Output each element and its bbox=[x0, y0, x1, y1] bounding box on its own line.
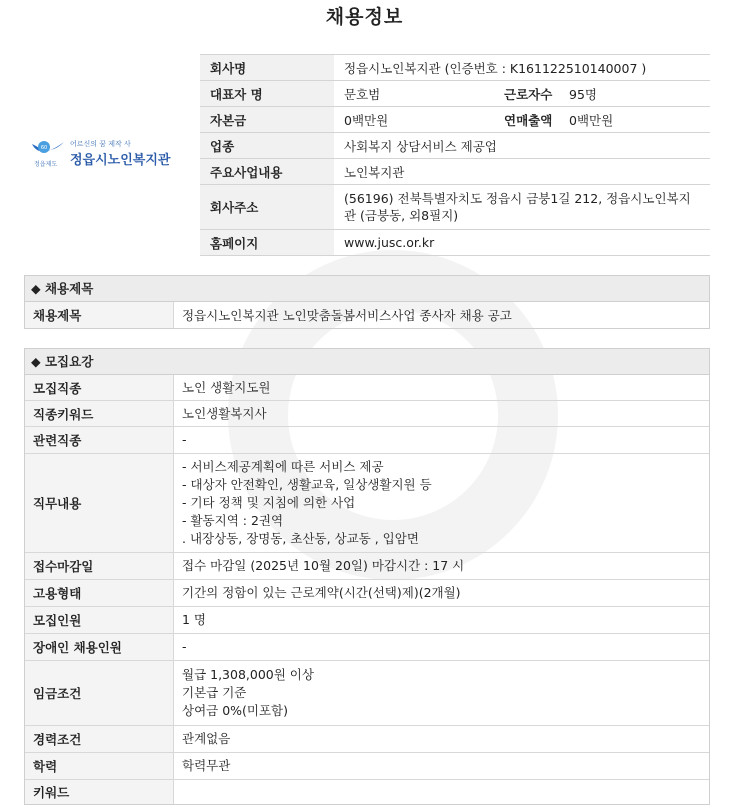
disabled-headcount-line: - bbox=[182, 639, 187, 654]
deadline-value bbox=[174, 553, 710, 580]
homepage-link[interactable]: www.jusc.or.kr bbox=[334, 230, 710, 256]
headcount-label: 모집인원 bbox=[25, 607, 174, 634]
job-duties-line: . 내장상동, 장명동, 초산동, 상교동 , 입암면 bbox=[182, 531, 419, 546]
disabled-headcount-row bbox=[25, 634, 709, 661]
related-job-line: - bbox=[182, 432, 187, 447]
ceo-value: 문호범 bbox=[334, 81, 494, 107]
logo-slogan: 어르신의 꿈 제작 사 bbox=[70, 140, 131, 148]
business-value: 노인복지관 bbox=[334, 159, 710, 185]
experience-row bbox=[25, 726, 709, 753]
salary-value bbox=[174, 661, 710, 726]
workers-value: 95명 bbox=[559, 81, 710, 107]
svg-text:60: 60 bbox=[40, 145, 48, 151]
employment-type-line: 기간의 정함이 있는 근로계약(시간(선택)제)(2개월) bbox=[182, 585, 461, 600]
capital-row bbox=[200, 107, 710, 133]
employment-type-row bbox=[25, 580, 709, 607]
experience-line: 관계없음 bbox=[182, 731, 231, 746]
job-duties-row bbox=[25, 454, 709, 553]
company-name-row bbox=[200, 55, 710, 81]
headcount-line: 1 명 bbox=[182, 612, 207, 627]
salary-line: 상여금 0%(미포함) bbox=[182, 703, 289, 718]
ceo-label: 대표자 명 bbox=[200, 81, 334, 107]
homepage-label: 홈페이지 bbox=[200, 230, 334, 256]
company-info-table bbox=[200, 54, 710, 256]
education-line: 학력무관 bbox=[182, 758, 231, 773]
education-value bbox=[174, 753, 710, 780]
ceo-row bbox=[200, 81, 710, 107]
address-label: 회사주소 bbox=[200, 185, 334, 230]
deadline-row bbox=[25, 553, 709, 580]
job-category-label: 모집직종 bbox=[25, 375, 174, 401]
salary-line: 월급 1,308,000원 이상 bbox=[182, 667, 314, 682]
company-logo bbox=[30, 138, 180, 178]
keywords-value bbox=[174, 780, 710, 805]
job-category-value bbox=[174, 375, 710, 401]
job-duties-line: - 활동지역 : 2권역 bbox=[182, 513, 284, 528]
page-title: 채용정보 bbox=[325, 6, 404, 28]
job-category-row bbox=[25, 375, 709, 401]
job-title-value: 정읍시노인복지관 노인맞춤돌봄서비스사업 종사자 채용 공고 bbox=[182, 308, 512, 323]
related-job-row bbox=[25, 427, 709, 454]
related-job-label: 관련직종 bbox=[25, 427, 174, 454]
job-title-section-header: ◆ 채용제목 bbox=[25, 276, 709, 302]
recruit-table bbox=[25, 375, 709, 804]
company-name-label: 회사명 bbox=[200, 55, 334, 81]
job-title-row bbox=[25, 302, 709, 328]
employment-type-value bbox=[174, 580, 710, 607]
job-keyword-label: 직종키워드 bbox=[25, 401, 174, 427]
company-name-value: 정읍시노인복지관 (인증번호 : K161122510140007 ) bbox=[334, 55, 710, 81]
salary-row bbox=[25, 661, 709, 726]
job-keyword-value bbox=[174, 401, 710, 427]
job-keyword-line: 노인생활복지사 bbox=[182, 405, 267, 421]
job-keyword-row bbox=[25, 401, 709, 427]
industry-value: 사회복지 상담서비스 제공업 bbox=[334, 133, 710, 159]
job-duties-line: - 기타 정책 및 지침에 의한 사업 bbox=[182, 495, 356, 510]
job-duties-line: - 서비스제공계획에 따른 서비스 제공 bbox=[182, 459, 384, 474]
job-title-section bbox=[24, 275, 710, 329]
logo-name: 정읍시노인복지관 bbox=[70, 153, 171, 168]
keywords-row bbox=[25, 780, 709, 805]
workers-label: 근로자수 bbox=[494, 81, 559, 107]
experience-label: 경력조건 bbox=[25, 726, 174, 753]
deadline-label: 접수마감일 bbox=[25, 553, 174, 580]
job-category-line: 노인 생활지도원 bbox=[182, 379, 271, 395]
homepage-row bbox=[200, 230, 710, 256]
keywords-label: 키워드 bbox=[25, 780, 174, 805]
disabled-headcount-label: 장애인 채용인원 bbox=[25, 634, 174, 661]
logo-subtext: 정읍제도 bbox=[34, 161, 58, 168]
job-title-label: 채용제목 bbox=[25, 302, 174, 328]
related-job-value bbox=[174, 427, 710, 454]
deadline-line: 접수 마감일 (2025년 10월 20일) 마감시간 : 17 시 bbox=[182, 558, 465, 573]
sales-value: 0백만원 bbox=[559, 107, 710, 133]
education-row bbox=[25, 753, 709, 780]
recruit-section-header: ◆ 모집요강 bbox=[25, 349, 709, 375]
salary-line: 기본급 기준 bbox=[182, 685, 247, 700]
headcount-row bbox=[25, 607, 709, 634]
disabled-headcount-value bbox=[174, 634, 710, 661]
employment-type-label: 고용형태 bbox=[25, 580, 174, 607]
address-value: (56196) 전북특별자치도 정읍시 금붕1길 212, 정읍시노인복지관 (금붕동, 외8필지) bbox=[334, 185, 710, 230]
job-duties-line: - 대상자 안전확인, 생활교육, 일상생활지원 등 bbox=[182, 477, 432, 492]
industry-label: 업종 bbox=[200, 133, 334, 159]
headcount-value bbox=[174, 607, 710, 634]
recruit-section bbox=[24, 348, 710, 805]
address-row bbox=[200, 185, 710, 230]
business-row bbox=[200, 159, 710, 185]
business-label: 주요사업내용 bbox=[200, 159, 334, 185]
industry-row bbox=[200, 133, 710, 159]
salary-label: 임금조건 bbox=[25, 661, 174, 726]
sales-label: 연매출액 bbox=[494, 107, 559, 133]
job-duties-label: 직무내용 bbox=[25, 454, 174, 553]
experience-value bbox=[174, 726, 710, 753]
education-label: 학력 bbox=[25, 753, 174, 780]
job-duties-value bbox=[174, 454, 710, 553]
capital-value: 0백만원 bbox=[334, 107, 494, 133]
capital-label: 자본금 bbox=[200, 107, 334, 133]
